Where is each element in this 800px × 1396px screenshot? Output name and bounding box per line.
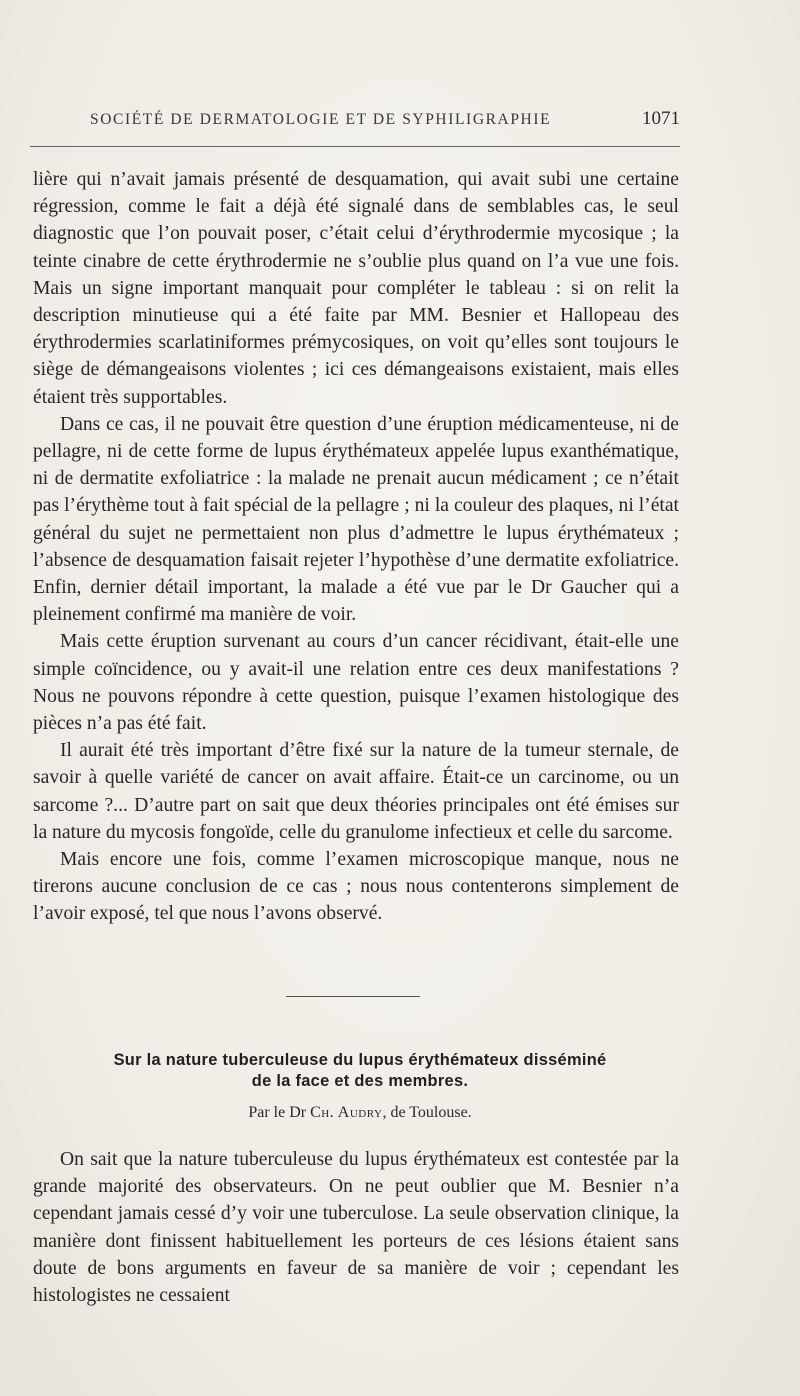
- paragraph: lière qui n’avait jamais présenté de desquamation, qui avait subi une certaine régression, comme le fait a déjà été signalé dans de semblables cas, le seul diagnostic que l’on pouvait poser, c’était celui d’érythrodermie mycosique ; la teinte cinabre de cette érythrodermie ne s’oublie plus quand on l’a vue une fois. Mais un signe important manquait pour compléter le tableau : si on relit la description minutieuse qui a été faite par MM. Besnier et Hallopeau des érythrodermies scarlatiniformes prémycosiques, on voit qu’elles sont toujours le siège de démangeaisons violentes ; ici ces démangeaisons existaient, mais elles étaient très supportables.: [33, 169, 679, 408]
- byline-suffix: , de Toulouse.: [382, 1104, 472, 1121]
- body-text: [33, 166, 679, 928]
- paragraph: Mais encore une fois, comme l’examen microscopique manque, nous ne tirerons aucune conclusion de ce cas ; nous nous contenterons simplement de l’avoir exposé, tel que nous l’avons observé.: [33, 849, 679, 925]
- paragraph: Mais cette éruption survenant au cours d’un cancer récidivant, était-elle une simple coïncidence, ou y avait-il une relation entre ces deux manifestations ? Nous ne pouvons répondre à cette question, puisque l’examen histologique des pièces n’a pas été fait.: [33, 631, 679, 735]
- paragraph: Il aurait été très important d’être fixé sur la nature de la tumeur sternale, de savoir à quelle variété de cancer on avait affaire. Était-ce un carcinome, ou un sarcome ?... D’autre part on sait que deux théories principales ont été émises sur la nature du mycosis fongoïde, celle du granulome infectieux et celle du sarcome.: [33, 740, 679, 843]
- page-number: 1071: [642, 108, 680, 129]
- article-title-line: de la face et des membres.: [251, 1072, 469, 1090]
- running-header-title: SOCIÉTÉ DE DERMATOLOGIE ET DE SYPHILIGRAPHIE: [90, 111, 552, 128]
- section-separator: [286, 996, 420, 997]
- running-header: [90, 108, 680, 130]
- paragraph: Dans ce cas, il ne pouvait être question d’une éruption médicamenteuse, ni de pellagre, ni de cette forme de lupus érythémateux appelée lupus exanthématique, ni de dermatite exfoliatrice : la malade ne prenait aucun médicament ; ce n’était pas l’érythème tout à fait spécial de la pellagre ; ni la couleur des plaques, ni l’état général du sujet ne permettaient non plus d’admettre le lupus érythémateux ; l’absence de desquamation faisait rejeter l’hypothèse d’une dermatite exfoliatrice. Enfin, dernier détail important, la malade a été vue par le Dr Gaucher qui a pleinement confirmé ma manière de voir.: [33, 413, 679, 626]
- header-rule: [30, 146, 680, 147]
- paragraph: On sait que la nature tuberculeuse du lupus érythémateux est contestée par la grande majorité des observateurs. On ne peut oublier que M. Besnier n’a cependant jamais cessé d’y voir une tuberculose. La seule observation clinique, la manière dont finissent habituellement les porteurs de ces lésions étaient sans doute de bons arguments en faveur de sa manière de voir ; cependant les histologistes ne cessaient: [33, 1149, 679, 1307]
- article-body: [33, 1146, 679, 1309]
- article-title: [40, 1050, 680, 1092]
- byline: [40, 1104, 680, 1122]
- byline-author: Ch. Audry: [310, 1104, 383, 1121]
- byline-prefix: Par le Dr: [248, 1104, 311, 1121]
- article-title-line: Sur la nature tuberculeuse du lupus érythémateux disséminé: [113, 1051, 607, 1069]
